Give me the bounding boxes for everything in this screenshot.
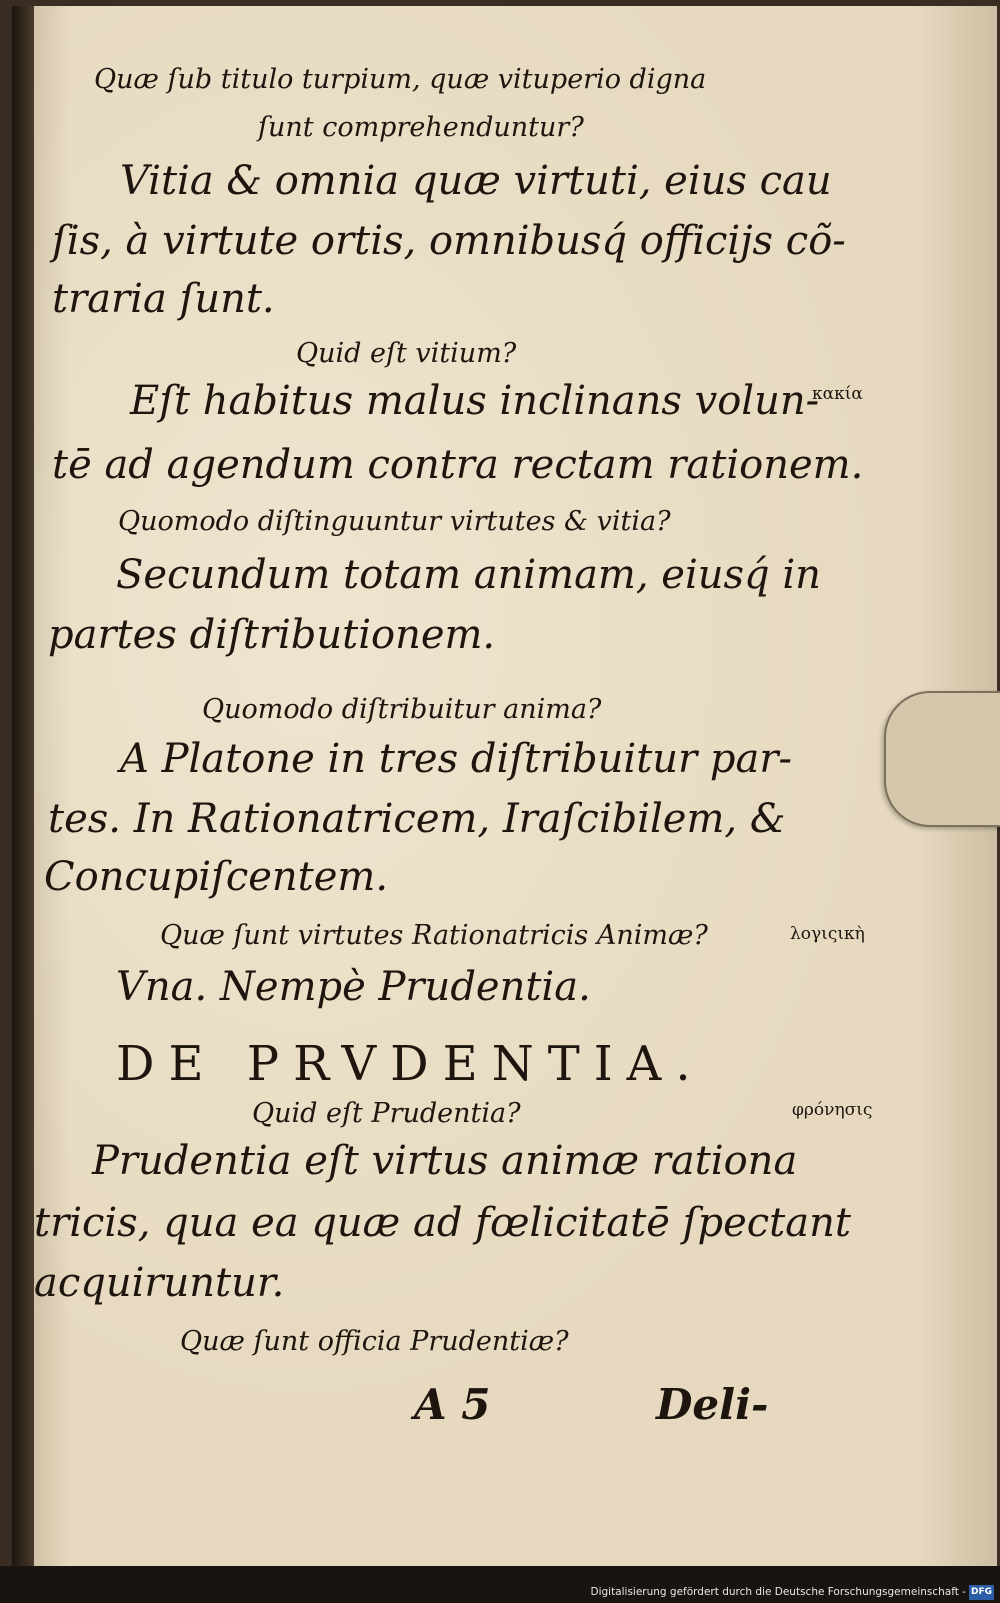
answer-line: Eſt habitus malus inclinans volun-	[130, 378, 820, 424]
answer-line: Vitia & omnia quæ virtuti, eius cau	[120, 158, 832, 204]
question-line: Quæ ſunt virtutes Rationatricis Animæ?	[160, 920, 708, 951]
footer-credit: Digitalisierung gefördert durch die Deutsche Forschungsgemeinschaft -	[590, 1586, 966, 1598]
question-line: Quomodo diſtribuitur anima?	[202, 694, 602, 725]
answer-line: tē ad agendum contra rectam rationem.	[52, 442, 864, 488]
question-line: Quid eſt Prudentia?	[252, 1098, 521, 1129]
answer-line: tricis, qua ea quæ ad fœlicitatē ſpectant	[34, 1200, 851, 1246]
book-page	[12, 6, 997, 1566]
dfg-logo: DFG	[969, 1585, 994, 1600]
answer-line: Secundum totam animam, eiusq́ in	[116, 552, 821, 598]
answer-line: tes. In Rationatricem, Iraſcibilem, &	[48, 796, 786, 842]
signature-mark: A 5	[414, 1380, 491, 1429]
margin-note-phronesis: φρόνησις	[792, 1100, 873, 1120]
answer-line: Vna. Nempè Prudentia.	[116, 964, 591, 1010]
answer-line: Concupiſcentem.	[44, 854, 389, 900]
question-line: ſunt comprehenduntur?	[258, 112, 584, 143]
question-line: Quid eſt vitium?	[296, 338, 517, 369]
question-line: Quæ ſunt officia Prudentiæ?	[180, 1326, 569, 1357]
gutter-shadow	[12, 6, 34, 1568]
margin-note-logistike: λογιςικὴ	[790, 924, 865, 944]
answer-line: A Platone in tres diſtribuitur par-	[120, 736, 792, 782]
section-heading: DE PRVDENTIA.	[116, 1036, 705, 1092]
question-line: Quæ ſub titulo turpium, quæ vituperio digna	[94, 64, 707, 95]
catchword: Deli-	[656, 1380, 769, 1429]
answer-line: traria ſunt.	[52, 276, 275, 322]
answer-line: acquiruntur.	[34, 1260, 285, 1306]
book-clip	[884, 691, 1000, 827]
question-line: Quomodo diſtinguuntur virtutes & vitia?	[118, 506, 671, 537]
answer-line: partes diſtributionem.	[48, 612, 496, 658]
margin-note-kakia: κακία	[812, 384, 863, 404]
answer-line: Prudentia eſt virtus animæ rationa	[92, 1138, 798, 1184]
answer-line: ſis, à virtute ortis, omnibusq́ officijs cõ-	[52, 218, 846, 264]
